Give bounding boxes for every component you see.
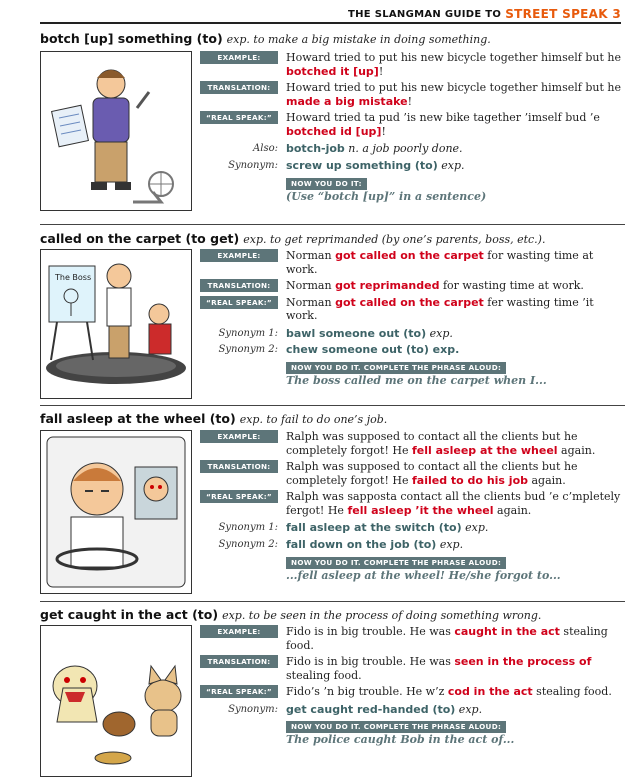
example-badge: EXAMPLE: xyxy=(200,430,278,443)
illustration-boss-reprimanding xyxy=(40,249,192,399)
entry-botch xyxy=(40,31,624,203)
page-header xyxy=(348,6,621,22)
entry-term: botch [up] something (to) xyxy=(40,31,223,46)
entry-called-on-the-carpet xyxy=(40,231,624,387)
now-you-do-it-prompt: The boss called me on the carpet when I... xyxy=(286,373,547,387)
realspeak-badge: “REAL SPEAK:” xyxy=(200,685,278,698)
realspeak-row: “REAL SPEAK:” Fido’s ’n big trouble. He w’z cod in the act stealing food. xyxy=(200,685,624,699)
entry-title xyxy=(40,607,624,624)
translation-badge: TRANSLATION: xyxy=(200,81,278,94)
entry-separator xyxy=(40,224,625,225)
now-you-do-it-prompt: The police caught Bob in the act of... xyxy=(286,733,515,746)
entry-fall-asleep-at-the-wheel xyxy=(40,411,624,582)
now-you-do-it xyxy=(200,555,624,583)
now-you-do-it-prompt: (Use “botch [up]” in a sentence) xyxy=(286,190,487,203)
illustration-sleeping-driver xyxy=(40,430,192,594)
example-badge: EXAMPLE: xyxy=(200,625,278,638)
synonym-row: Synonym: get caught red-handed (to) exp. xyxy=(228,702,483,716)
entry-title xyxy=(40,231,624,248)
illustration-man-with-bike-parts xyxy=(40,51,192,211)
entry-title xyxy=(40,31,624,48)
realspeak-highlight: botched id [up] xyxy=(286,124,382,138)
example-badge: EXAMPLE: xyxy=(200,51,278,64)
realspeak-badge: “REAL SPEAK:” xyxy=(200,296,278,309)
realspeak-highlight: fell asleep ’it the wheel xyxy=(347,503,494,517)
synonym-1-row: Synonym 1: fall asleep at the switch (to) exp. xyxy=(218,521,489,534)
translation-highlight: seen in the process of xyxy=(454,655,592,668)
book-series-title: THE SLANGMAN GUIDE TO xyxy=(348,8,502,20)
slang-highlight: got called on the carpet xyxy=(335,249,484,262)
entry-separator xyxy=(40,405,625,406)
now-you-do-it-badge: NOW YOU DO IT: xyxy=(286,178,367,190)
translation-row: TRANSLATION: Norman got reprimanded for wasting time at work. xyxy=(200,279,624,293)
now-you-do-it-badge: NOW YOU DO IT. COMPLETE THE PHRASE ALOUD: xyxy=(286,557,506,569)
realspeak-badge: “REAL SPEAK:” xyxy=(200,490,278,503)
easel-board-text: The Boss xyxy=(55,273,92,282)
translation-highlight: failed to do his job xyxy=(412,473,528,487)
entry-term: get caught in the act (to) xyxy=(40,607,219,622)
translation-badge: TRANSLATION: xyxy=(200,279,278,292)
example-row: EXAMPLE: Fido is in big trouble. He was caught in the act stealing food. xyxy=(200,625,624,652)
example-row: EXAMPLE: Norman got called on the carpet for wasting time at work. xyxy=(200,249,624,276)
entry-separator xyxy=(40,601,625,602)
entry-definition: exp. to get reprimanded (by one’s parents, boss, etc.). xyxy=(243,233,546,246)
translation-badge: TRANSLATION: xyxy=(200,460,278,473)
slang-highlight: botched it [up] xyxy=(286,64,379,78)
realspeak-row: “REAL SPEAK:” Norman got called on the carpet fer wasting time ’it work. xyxy=(200,296,624,323)
realspeak-highlight: got called on the carpet xyxy=(335,295,484,309)
illustration-dogs-and-cat xyxy=(40,625,192,777)
translation-row: TRANSLATION: Howard tried to put his new bicycle together himself but he made a big mistake! xyxy=(200,81,624,108)
realspeak-row: “REAL SPEAK:” Ralph was sapposta contact all the clients bud ’e c’mpletely fergot! He fell asleep ’it the wheel again. xyxy=(200,490,624,517)
slang-highlight: fell asleep at the wheel xyxy=(412,443,558,457)
entry-rows xyxy=(200,430,624,586)
entry-rows xyxy=(200,51,624,207)
slang-highlight: caught in the act xyxy=(454,625,560,638)
now-you-do-it-badge: NOW YOU DO IT. COMPLETE THE PHRASE ALOUD: xyxy=(286,721,506,733)
now-you-do-it xyxy=(200,719,624,747)
entry-rows xyxy=(200,625,624,750)
realspeak-row: “REAL SPEAK:” Howard tried ta pud ’is new bike tagether ’imself bud ’e botched id [up]! xyxy=(200,111,624,138)
book-title-highlight: STREET SPEAK 3 xyxy=(505,7,621,21)
example-row: EXAMPLE: Ralph was supposed to contact all the clients but he completely forgot! He fell asleep at the wheel again. xyxy=(200,430,624,457)
realspeak-badge: “REAL SPEAK:” xyxy=(200,111,278,124)
now-you-do-it-prompt: ...fell asleep at the wheel! He/she forgot to... xyxy=(286,569,561,582)
entry-title xyxy=(40,411,624,428)
translation-row: TRANSLATION: Fido is in big trouble. He was seen in the process of stealing food. xyxy=(200,655,624,682)
entry-get-caught-in-the-act xyxy=(40,607,624,746)
entry-definition: exp. to fail to do one’s job. xyxy=(239,413,388,426)
entry-term: called on the carpet (to get) xyxy=(40,231,240,246)
entry-definition: exp. to be seen in the process of doing something wrong. xyxy=(222,609,542,622)
also-row: Also: botch-job n. a job poorly done. xyxy=(253,142,463,155)
translation-highlight: made a big mistake xyxy=(286,94,408,108)
example-badge: EXAMPLE: xyxy=(200,249,278,262)
synonym-1-row: Synonym 1: bawl someone out (to) exp. xyxy=(218,326,453,340)
translation-row: TRANSLATION: Ralph was supposed to contact all the clients but he completely forgot! He failed to do his job again. xyxy=(200,460,624,487)
entry-definition: exp. to make a big mistake in doing something. xyxy=(226,33,491,46)
synonym-2-row: Synonym 2: chew someone out (to) exp. xyxy=(218,343,460,356)
translation-badge: TRANSLATION: xyxy=(200,655,278,668)
now-you-do-it-badge: NOW YOU DO IT. COMPLETE THE PHRASE ALOUD: xyxy=(286,362,506,374)
entry-term: fall asleep at the wheel (to) xyxy=(40,411,236,426)
entry-rows xyxy=(200,249,624,390)
synonym-2-row: Synonym 2: fall down on the job (to) exp. xyxy=(218,537,464,551)
header-rule xyxy=(40,22,621,24)
now-you-do-it xyxy=(200,176,624,204)
example-row: EXAMPLE: Howard tried to put his new bicycle together himself but he botched it [up]! xyxy=(200,51,624,78)
now-you-do-it xyxy=(200,360,624,388)
realspeak-highlight: cod in the act xyxy=(447,685,533,698)
translation-highlight: got reprimanded xyxy=(335,279,440,292)
synonym-row: Synonym: screw up something (to) exp. xyxy=(228,158,465,172)
